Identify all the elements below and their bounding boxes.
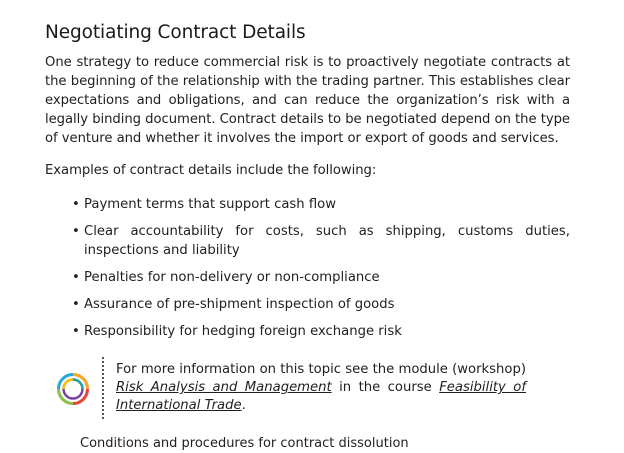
contract-details-list [45, 195, 570, 341]
callout-text-before: For more information on this topic see the module (workshop) [116, 362, 526, 377]
list-item-text: Assurance of pre-shipment inspection of goods [84, 297, 395, 312]
list-item-text: Responsibility for hedging foreign exchange risk [84, 324, 402, 339]
list-item [45, 268, 570, 287]
section-body: One strategy to reduce commercial risk is to proactively negotiate contracts at the beginning of the relationship with the trading partner. This establishes clear expectations and obligations, and can reduce the organization’s risk with a legally binding document. Contract details to be negotiated depend on the type of venture and whether it involves the import or export of goods and services. [45, 55, 570, 146]
callout-text-middle: in the course [331, 380, 440, 395]
list-item-text: Payment terms that support cash flow [84, 197, 337, 212]
bullet-icon: • [72, 297, 80, 312]
list-item-text: Clear accountability for costs, such as shipping, customs duties, inspections and liability [84, 224, 570, 258]
module-link[interactable]: Risk Analysis and Management [116, 380, 332, 395]
callout-text-after: . [241, 398, 246, 413]
list-intro: Examples of contract details include the following: [45, 163, 377, 178]
bullet-icon: • [72, 270, 80, 285]
cutoff-list-item: Conditions and procedures for contract dissolution [80, 436, 409, 451]
callout-divider [102, 357, 104, 419]
bullet-icon: • [72, 324, 80, 339]
list-item-text: Penalties for non-delivery or non-compliance [84, 270, 380, 285]
list-item [45, 195, 570, 214]
bullet-icon: • [72, 197, 80, 212]
course-link[interactable]: Feasibility of International Trade [116, 380, 526, 413]
list-item [45, 322, 570, 341]
bullet-icon: • [72, 224, 80, 239]
list-item [45, 295, 570, 314]
more-info-callout [55, 357, 535, 421]
callout-text [116, 361, 526, 415]
list-item [45, 222, 570, 260]
circular-swirl-icon [55, 371, 91, 407]
section-title: Negotiating Contract Details [45, 22, 306, 43]
document-page [45, 20, 570, 349]
